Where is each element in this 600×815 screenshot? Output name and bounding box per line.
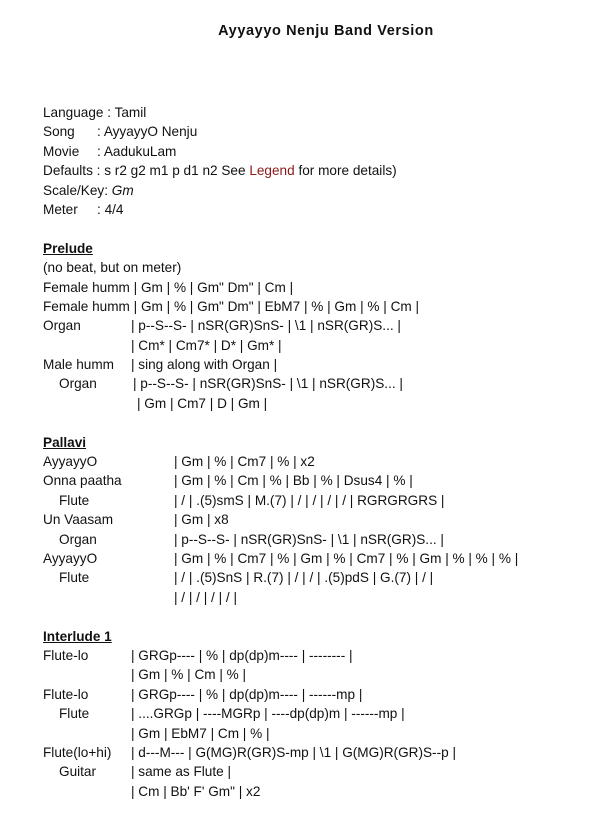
prelude-row	[43, 297, 593, 316]
pallavi-row	[43, 568, 593, 587]
chord-line: | Gm | x8	[174, 512, 229, 528]
language-value: Tamil	[114, 105, 147, 120]
pallavi-row	[43, 530, 593, 549]
language-label: Language	[43, 105, 104, 120]
chord-line: | GRGp---- | % | dp(dp)m---- | -------- |	[131, 647, 353, 663]
section-heading-pallavi: Pallavi	[43, 434, 87, 450]
part-label: Organ	[59, 531, 97, 547]
interlude-row	[43, 743, 593, 762]
part-label: Flute	[59, 492, 90, 508]
defaults-tail: for more details)	[294, 163, 397, 179]
song-value: AyyayyO Nenju	[103, 124, 198, 140]
movie-label: Movie	[43, 143, 80, 159]
pallavi-row	[43, 588, 593, 607]
interlude-row	[43, 782, 593, 801]
part-label: Male humm	[43, 357, 115, 373]
legend-link[interactable]: Legend	[249, 163, 295, 179]
interlude-row	[43, 724, 593, 743]
interlude-row	[43, 685, 593, 704]
pallavi-row	[43, 471, 593, 490]
part-label: Flute-lo	[43, 686, 89, 702]
page-title: Ayyayyo Nenju Band Version	[218, 23, 434, 39]
pallavi-row	[43, 491, 593, 510]
movie-value: AadukuLam	[103, 143, 177, 159]
part-label: Organ	[43, 318, 81, 334]
chord-line: | Gm | % | Cm | % | Bb | % | Dsus4 | % |	[174, 473, 413, 489]
section-heading-interlude-1: Interlude 1	[43, 628, 112, 644]
chord-line: | / | .(5)smS | M.(7) | / | / | / | / | RGRGRGRS |	[174, 492, 445, 508]
section-heading-prelude: Prelude	[43, 240, 93, 256]
prelude-row	[43, 374, 593, 393]
interlude-row	[43, 646, 593, 665]
chord-line: | Cm* | Cm7* | D* | Gm* |	[131, 337, 282, 353]
meter-label: Meter	[43, 201, 78, 217]
chord-line: | Gm | % | Gm" Dm" | EbM7 | % | Gm | % | Cm |	[133, 298, 420, 314]
scale-line	[43, 181, 593, 200]
part-label: Guitar	[59, 764, 97, 780]
prelude-row	[43, 278, 593, 297]
chord-line: | / | / | / | / |	[174, 589, 237, 605]
prelude-row	[43, 355, 593, 374]
meter-value: 4/4	[104, 201, 124, 217]
pallavi-row	[43, 452, 593, 471]
part-label: AyyayyO	[43, 454, 98, 470]
interlude-row	[43, 704, 593, 723]
chord-line: | d---M--- | G(MG)R(GR)S-mp | \1 | G(MG)R(GR)S--p |	[131, 744, 456, 760]
chord-line: | GRGp---- | % | dp(dp)m---- | ------mp |	[131, 686, 363, 702]
part-label: Female humm	[43, 279, 130, 295]
chord-line: | Gm | % | Cm7 | % | x2	[174, 454, 315, 470]
prelude-note: (no beat, but on meter)	[43, 260, 182, 276]
interlude-row	[43, 665, 593, 684]
song-line: Song : AyyayyO Nenju	[43, 122, 593, 141]
defaults-label: Defaults	[43, 163, 93, 179]
part-label: Flute-lo	[43, 647, 89, 663]
part-label: Flute(lo+hi)	[43, 744, 112, 760]
defaults-line: Defaults : s r2 g2 m1 p d1 n2 See Legend for more details)	[43, 163, 397, 179]
chord-line: | Gm | Cm7 | D | Gm |	[137, 395, 268, 411]
chord-line: | Gm | % | Cm7 | % | Gm | % | Cm7 | % | Gm | % | % | % |	[174, 550, 519, 566]
chord-line: | Gm | % | Gm" Dm" | Cm |	[133, 279, 294, 295]
part-label: Flute	[59, 706, 90, 722]
meter-line: Meter : 4/4	[43, 200, 593, 219]
part-label: Un Vaasam	[43, 512, 114, 528]
scale-value: Gm	[111, 182, 134, 198]
chord-line: | Gm | % | Cm | % |	[131, 667, 247, 683]
scale-label: Scale/Key:	[43, 182, 108, 198]
part-label: Onna paatha	[43, 473, 122, 489]
chord-line: | p--S--S- | nSR(GR)SnS- | \1 | nSR(GR)S... |	[174, 531, 444, 547]
chord-line: | sing along with Organ |	[131, 357, 278, 373]
song-label: Song	[43, 124, 75, 140]
chord-line: | same as Flute |	[131, 764, 231, 780]
chord-line: | ....GRGp | ----MGRp | ----dp(dp)m | ------mp |	[131, 706, 405, 722]
movie-line: Movie : AadukuLam	[43, 142, 593, 161]
chord-line: | Cm | Bb' F' Gm" | x2	[131, 783, 261, 799]
chord-line: | / | .(5)SnS | R.(7) | / | / | .(5)pdS | G.(7) | / |	[174, 570, 434, 586]
pallavi-row	[43, 549, 593, 568]
prelude-row	[43, 394, 593, 413]
chord-line: | p--S--S- | nSR(GR)SnS- | \1 | nSR(GR)S... |	[131, 318, 401, 334]
prelude-row	[43, 336, 593, 355]
chord-line: | p--S--S- | nSR(GR)SnS- | \1 | nSR(GR)S... |	[133, 376, 403, 392]
part-label: AyyayyO	[43, 550, 98, 566]
part-label: Flute	[59, 570, 90, 586]
language-line: Language : Tamil	[43, 105, 147, 120]
part-label: Female humm	[43, 298, 130, 314]
interlude-row	[43, 762, 593, 781]
chord-line: | Gm | EbM7 | Cm | % |	[131, 725, 270, 741]
pallavi-row	[43, 510, 593, 529]
song-sheet	[43, 103, 593, 801]
part-label: Organ	[59, 376, 97, 392]
defaults-value: s r2 g2 m1 p d1 n2 See	[104, 163, 250, 179]
prelude-row	[43, 316, 593, 335]
